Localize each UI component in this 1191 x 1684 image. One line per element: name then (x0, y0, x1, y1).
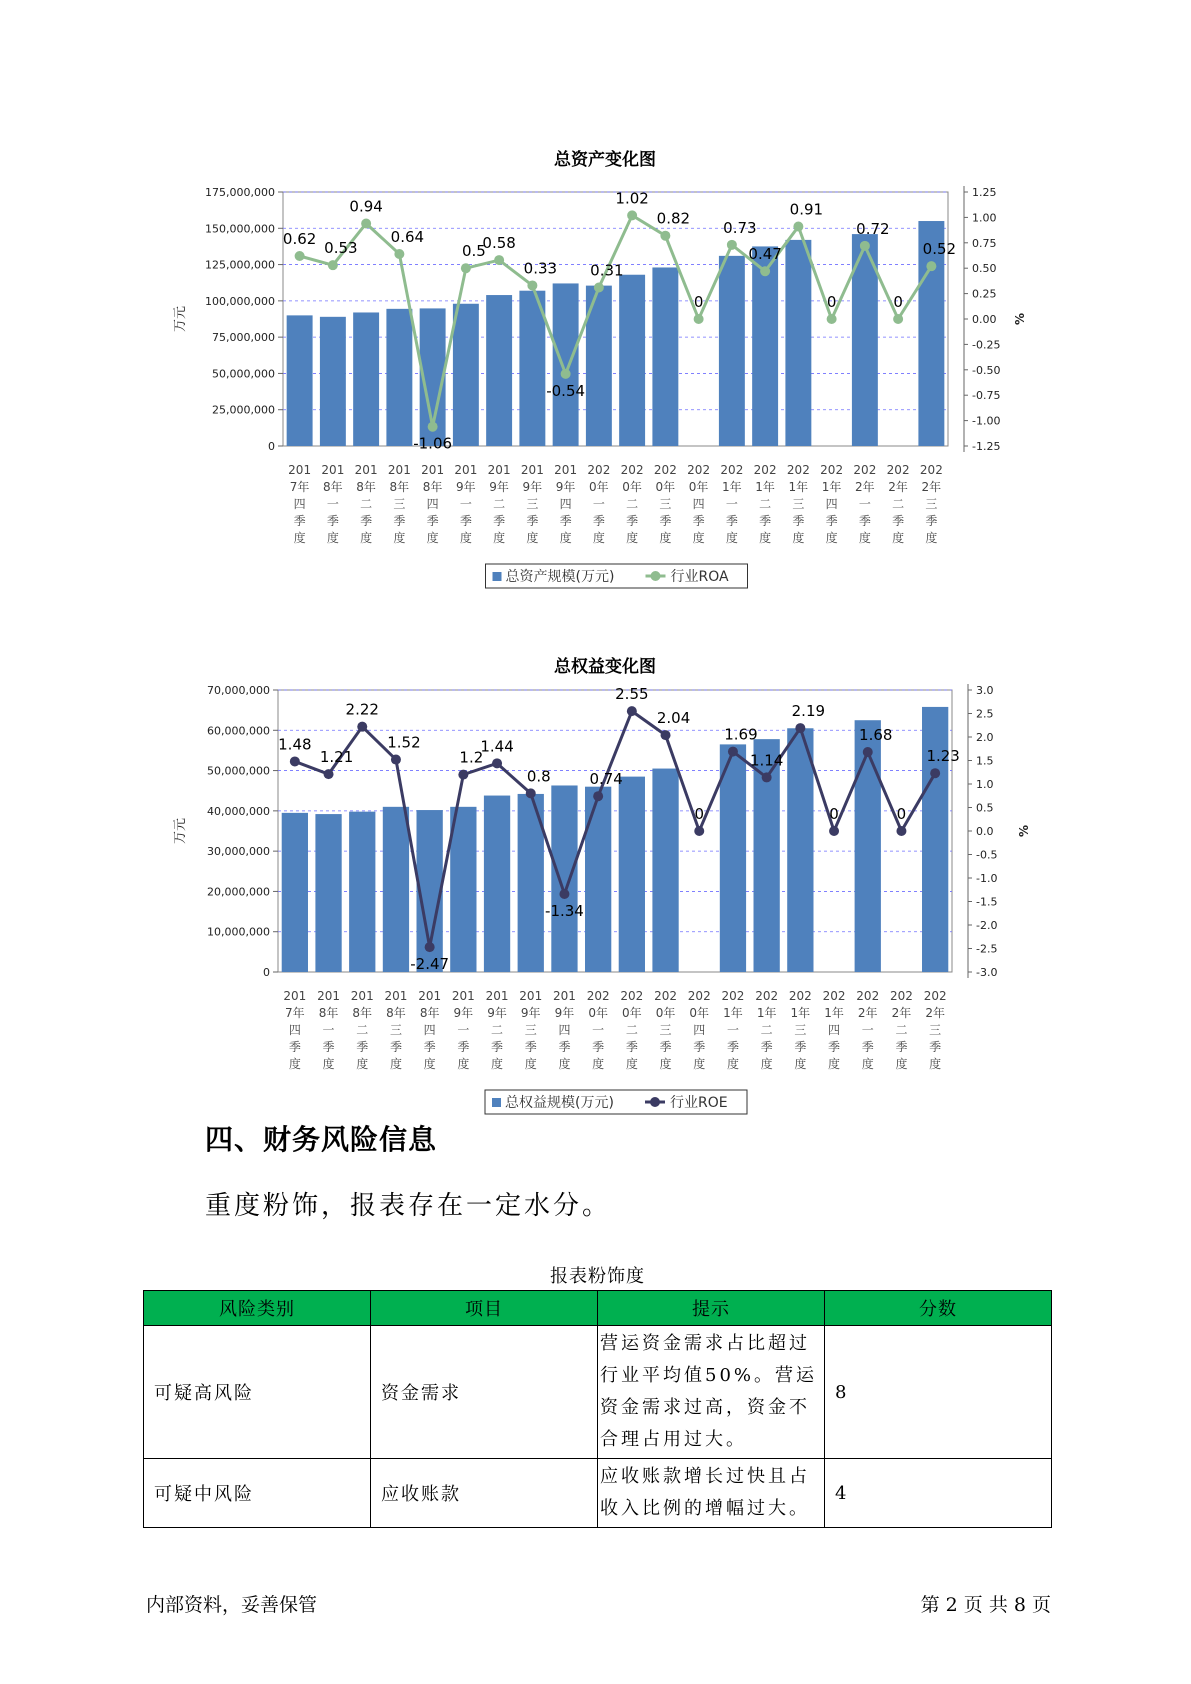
x-tick-label: 202 1年四季度 (822, 989, 846, 1071)
y2-tick-label: 0.25 (972, 287, 997, 301)
data-label: 0.58 (482, 234, 516, 253)
x-tick-label: 202 0年四季度 (687, 989, 711, 1071)
x-tick-label: 201 9年二季度 (487, 463, 511, 545)
risk-table (143, 1290, 1052, 1528)
line-point (324, 769, 334, 779)
risk-category-cell: 可疑中风险 (144, 1459, 371, 1528)
line-point (926, 261, 936, 271)
y2-tick-label: 0.0 (976, 825, 994, 838)
x-tick-label: 202 1年二季度 (755, 989, 779, 1071)
data-label: 1.2 (459, 748, 484, 767)
x-tick-label: 201 9年三季度 (520, 463, 544, 545)
data-label: 0 (693, 293, 704, 311)
x-tick-label: 202 0年三季度 (654, 989, 678, 1071)
bar (551, 785, 577, 972)
line-point (727, 240, 737, 250)
legend-bar-label: 总资产规模(万元) (505, 569, 615, 585)
line-point (394, 249, 404, 259)
line-point (527, 280, 537, 290)
line-point (428, 422, 438, 432)
y2-tick-label: 2.0 (976, 731, 994, 744)
y2-tick-label: -0.50 (972, 363, 1001, 377)
x-tick-label: 201 7年四季度 (283, 989, 307, 1071)
x-tick-label: 201 8年一季度 (321, 463, 345, 545)
y-tick-label: 70,000,000 (207, 684, 270, 697)
plot-area (283, 192, 948, 446)
x-tick-label: 202 1年一季度 (721, 989, 745, 1071)
legend-bar-swatch (492, 1098, 501, 1107)
bar (486, 295, 512, 446)
data-label: 1.44 (480, 737, 514, 756)
y2-tick-label: -2.0 (976, 919, 998, 932)
total-equity-chart-svg (170, 680, 1040, 1120)
data-label: 0.33 (523, 259, 558, 278)
y-tick-label: 40,000,000 (207, 804, 270, 818)
header-score: 分数 (825, 1291, 1052, 1326)
data-label: 1.68 (859, 726, 893, 745)
y2-tick-label: 0.00 (972, 313, 997, 326)
line-point (795, 723, 805, 733)
data-label: 0.31 (590, 261, 624, 280)
y2-tick-label: 1.0 (976, 778, 994, 791)
line-point (627, 210, 637, 220)
data-label: 0 (829, 805, 839, 823)
data-label: 1.23 (926, 747, 960, 766)
table-header-row (144, 1291, 1052, 1326)
line-point (829, 826, 839, 836)
legend-line-marker (650, 1097, 660, 1107)
line-point (559, 889, 569, 899)
y2-tick-label: 3.0 (976, 684, 994, 697)
bar (720, 744, 746, 972)
x-tick-label: 201 8年四季度 (418, 989, 442, 1071)
line-point (594, 283, 604, 293)
line-point (295, 251, 305, 261)
data-label: 2.55 (615, 685, 649, 704)
line-point (492, 758, 502, 768)
y-tick-label: 50,000,000 (207, 764, 270, 778)
line-point (863, 747, 873, 757)
x-tick-label: 202 2年一季度 (856, 989, 880, 1071)
data-label: -1.06 (413, 434, 453, 453)
bar (752, 246, 778, 446)
line-point (793, 222, 803, 232)
line-point (461, 263, 471, 273)
x-tick-label: 202 1年一季度 (720, 463, 744, 545)
y2-tick-label: 0.50 (972, 262, 997, 276)
item-cell: 资金需求 (371, 1326, 598, 1459)
y2-tick-label: 0.5 (976, 801, 994, 815)
data-label: 0.47 (748, 245, 782, 264)
data-label: 0.52 (922, 240, 957, 259)
x-tick-label: 201 8年三季度 (387, 463, 411, 545)
x-tick-label: 202 2年二季度 (886, 463, 910, 545)
data-label: 1.69 (724, 725, 758, 744)
y2-tick-label: 1.25 (972, 186, 997, 199)
x-tick-label: 201 7年四季度 (288, 463, 312, 545)
data-label: 2.04 (656, 709, 691, 728)
data-label: 0.8 (526, 767, 551, 786)
table-row (144, 1326, 1052, 1459)
line-point (593, 791, 603, 801)
chart-title: 总资产变化图 (554, 150, 656, 170)
data-label: 0 (893, 293, 903, 311)
data-label: -0.54 (546, 381, 586, 400)
y-tick-label: 10,000,000 (207, 925, 270, 939)
line-point (660, 231, 670, 241)
line-point (627, 706, 637, 716)
bar (785, 240, 811, 446)
bar (450, 807, 476, 972)
line-point (860, 241, 870, 251)
x-tick-label: 202 2年三季度 (919, 463, 943, 545)
chart-title: 总权益变化图 (554, 657, 656, 677)
line-point (694, 314, 704, 324)
x-tick-label: 201 9年三季度 (519, 989, 543, 1071)
line-point (762, 772, 772, 782)
data-label: 0.73 (723, 218, 757, 237)
bar (519, 291, 545, 446)
data-label: 2.22 (345, 700, 379, 719)
line-point (361, 218, 371, 228)
y-tick-label: 30,000,000 (207, 845, 270, 859)
bar (553, 283, 579, 446)
x-tick-label: 202 1年四季度 (820, 463, 844, 545)
y-tick-label: 150,000,000 (205, 222, 275, 236)
y-tick-label: 0 (263, 966, 270, 979)
line-point (661, 730, 671, 740)
x-tick-label: 202 2年一季度 (853, 463, 877, 545)
legend-line-label: 行业ROA (670, 569, 729, 585)
x-tick-label: 201 9年四季度 (552, 989, 576, 1071)
y2-tick-label: -3.0 (976, 966, 998, 979)
x-tick-label: 202 1年三季度 (788, 989, 812, 1071)
x-tick-label: 201 9年一季度 (451, 989, 475, 1071)
data-label: 0 (896, 805, 907, 823)
bar (619, 777, 645, 972)
bar (719, 256, 745, 446)
data-label: 0 (826, 293, 837, 311)
y-tick-label: 125,000,000 (205, 258, 275, 272)
bar (453, 304, 479, 446)
x-tick-label: 202 1年二季度 (753, 463, 777, 545)
data-label: -1.34 (545, 901, 584, 920)
x-tick-label: 202 0年一季度 (587, 463, 611, 545)
x-tick-label: 202 0年一季度 (586, 989, 610, 1071)
item-cell: 应收账款 (371, 1459, 598, 1528)
y-tick-label: 175,000,000 (205, 186, 275, 199)
bar (386, 309, 412, 446)
section-summary: 重度粉饰，报表存在一定水分。 (205, 1191, 612, 1221)
plot-area (278, 690, 952, 972)
x-tick-label: 202 0年二季度 (620, 989, 644, 1071)
y2-tick-label: -0.75 (972, 389, 1001, 403)
bar (619, 275, 645, 446)
data-label: 0.62 (282, 230, 317, 249)
line-point (526, 788, 536, 798)
footer-page-number: 第 2 页 共 8 页 (920, 1594, 1051, 1616)
score-cell: 8 (825, 1326, 1052, 1459)
data-label: 0.91 (789, 200, 824, 219)
bar (652, 267, 678, 446)
y2-tick-label: -0.5 (976, 848, 998, 862)
data-label: 0.5 (461, 242, 486, 261)
x-tick-label: 202 1年三季度 (786, 463, 810, 545)
x-tick-label: 202 0年二季度 (620, 463, 644, 545)
y-tick-label: 60,000,000 (207, 724, 270, 738)
x-tick-label: 202 0年三季度 (653, 463, 677, 545)
total-assets-chart (170, 145, 1040, 605)
data-label: 2.19 (791, 702, 826, 721)
bar (652, 769, 678, 972)
line-point (494, 255, 504, 265)
data-label: 1.21 (319, 748, 354, 767)
data-label: 1.48 (278, 735, 312, 754)
x-tick-label: 201 8年二季度 (354, 463, 378, 545)
x-tick-label: 201 8年四季度 (421, 463, 445, 545)
data-label: 0.74 (589, 770, 623, 789)
x-tick-label: 201 8年三季度 (384, 989, 408, 1071)
y2-tick-label: 2.5 (976, 707, 994, 721)
legend-line-label: 行业ROE (670, 1095, 728, 1111)
data-label: -2.47 (410, 955, 450, 974)
y-tick-label: 20,000,000 (207, 885, 270, 899)
line-point (694, 826, 704, 836)
hint-cell: 应收账款增长过快且占收入比例的增幅过大。 (598, 1459, 825, 1528)
x-tick-label: 201 9年二季度 (485, 989, 509, 1071)
y-tick-label: 25,000,000 (212, 403, 275, 417)
y2-tick-label: -2.5 (976, 942, 998, 956)
bar (855, 720, 881, 972)
data-label: 1.14 (749, 751, 784, 770)
y2-axis-label: % (1017, 824, 1031, 838)
section-heading: 四、财务风险信息 (205, 1123, 438, 1156)
y2-axis-label: % (1013, 312, 1027, 326)
x-tick-label: 202 2年二季度 (889, 989, 913, 1071)
line-point (728, 747, 738, 757)
y-tick-label: 75,000,000 (212, 331, 275, 345)
legend-bar-label: 总权益规模(万元) (505, 1095, 614, 1111)
line-point (357, 722, 367, 732)
line-point (391, 755, 401, 765)
line-point (827, 314, 837, 324)
bar (315, 814, 341, 972)
x-tick-label: 201 9年一季度 (454, 463, 478, 545)
table-caption: 报表粉饰度 (550, 1266, 645, 1287)
bar (282, 813, 308, 972)
y2-tick-label: -1.00 (972, 414, 1001, 428)
bar (585, 787, 611, 972)
bar (484, 796, 510, 972)
x-tick-label: 202 0年四季度 (687, 463, 711, 545)
line-point (893, 314, 903, 324)
total-equity-chart (170, 652, 1040, 1112)
data-label: 1.02 (615, 189, 649, 208)
line-point (328, 260, 338, 270)
x-tick-label: 202 2年三季度 (923, 989, 947, 1071)
y2-tick-label: 1.00 (972, 211, 997, 225)
bar (349, 812, 375, 972)
risk-category-cell: 可疑高风险 (144, 1326, 371, 1459)
legend-line-marker (651, 571, 661, 581)
y2-tick-label: -1.5 (976, 895, 998, 909)
score-cell: 4 (825, 1459, 1052, 1528)
header-hint: 提示 (598, 1291, 825, 1326)
y-tick-label: 100,000,000 (205, 294, 275, 308)
y2-tick-label: -0.25 (972, 338, 1001, 352)
footer-confidential-note: 内部资料，妥善保管 (146, 1594, 318, 1616)
y-tick-label: 0 (268, 440, 275, 453)
data-label: 0.94 (349, 197, 383, 216)
bar (383, 807, 409, 972)
line-point (425, 942, 435, 952)
table-row (144, 1459, 1052, 1528)
header-item: 项目 (371, 1291, 598, 1326)
hint-cell: 营运资金需求占比超过行业平均值50%。营运资金需求过高，资金不合理占用过大。 (598, 1326, 825, 1459)
x-tick-label: 201 8年二季度 (350, 989, 374, 1071)
bar (353, 312, 379, 446)
data-label: 0.64 (390, 227, 425, 246)
bar (320, 317, 346, 446)
total-assets-chart-svg (170, 173, 1040, 603)
header-risk-category: 风险类别 (144, 1291, 371, 1326)
x-tick-label: 201 9年四季度 (554, 463, 578, 545)
y-axis-label: 万元 (173, 305, 188, 333)
line-point (930, 768, 940, 778)
legend-bar-swatch (493, 572, 502, 581)
line-point (290, 756, 300, 766)
y2-tick-label: -1.0 (976, 872, 998, 885)
data-label: 0.72 (856, 219, 890, 238)
line-point (760, 266, 770, 276)
bar (787, 728, 813, 972)
data-label: 0.82 (656, 209, 691, 228)
y-tick-label: 50,000,000 (212, 367, 275, 381)
y-axis-label: 万元 (173, 817, 188, 845)
data-label: 0 (694, 805, 705, 823)
line-point (458, 770, 468, 780)
x-tick-label: 201 8年一季度 (317, 989, 341, 1071)
line-point (561, 369, 571, 379)
data-label: 0.53 (324, 239, 358, 258)
line-point (896, 826, 906, 836)
y2-tick-label: 1.5 (976, 754, 994, 768)
y2-tick-label: -1.25 (972, 440, 1001, 453)
bar (287, 315, 313, 446)
data-label: 1.52 (387, 733, 421, 752)
y2-tick-label: 0.75 (972, 236, 997, 250)
